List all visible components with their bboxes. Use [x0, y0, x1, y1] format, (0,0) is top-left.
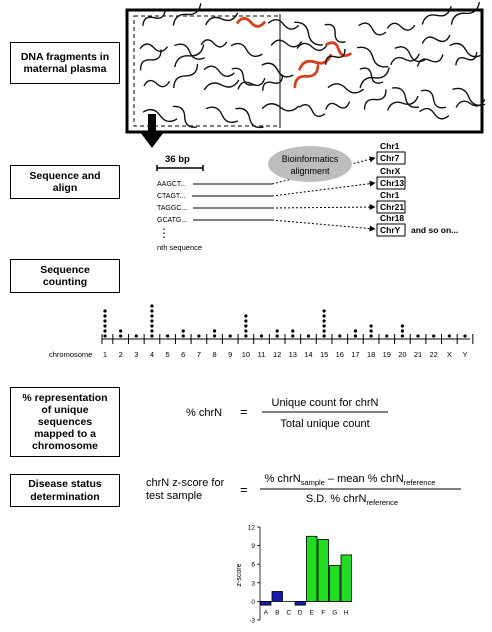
read-count-dot [323, 319, 326, 322]
read-count-dot [291, 334, 294, 337]
read-count-dot [323, 329, 326, 332]
read-count-dot [323, 324, 326, 327]
read-count-dot [197, 334, 200, 337]
plasma-panel [127, 10, 482, 132]
y-tick-label: 0 [251, 598, 255, 606]
read-count-dot [103, 324, 106, 327]
bioinformatics-label: Bioinformatics [281, 154, 339, 164]
read-count-dot [401, 329, 404, 332]
x-tick-label: H [343, 609, 349, 617]
read-count-dot [463, 334, 466, 337]
x-tick-label: E [309, 609, 314, 617]
read-count-dot [244, 334, 247, 337]
x-tick-label: C [286, 609, 292, 617]
num-a: % chrN [264, 473, 301, 485]
chromosome-tick-label: 19 [382, 350, 391, 359]
read-count-dot [323, 334, 326, 337]
read-count-dot [103, 329, 106, 332]
read-count-dot [103, 319, 106, 322]
sequence-2: CTAGT... [157, 193, 186, 200]
sequence-lines [192, 184, 272, 220]
chr-label-top: Chr18 [380, 213, 405, 223]
step-label: Sequence and align [29, 169, 101, 194]
formula1-equals: = [240, 404, 248, 419]
bioinformatics-ellipse [268, 146, 352, 182]
chr-label-top: Chr1 [380, 190, 400, 200]
zscore-chart [248, 525, 352, 625]
chromosome-tick-label: 17 [351, 350, 360, 359]
zscore-bar [272, 591, 283, 601]
x-tick-label: A [263, 609, 268, 617]
y-tick-label: 6 [251, 561, 255, 569]
counting-plot [102, 304, 473, 359]
chromosome-tick-label: 11 [257, 350, 266, 359]
read-count-dot [182, 329, 185, 332]
x-tick-label: D [297, 609, 303, 617]
read-count-dot [103, 334, 106, 337]
read-count-dot [276, 329, 279, 332]
read-count-dot [213, 329, 216, 332]
zscore-ylabel: z-score [236, 563, 243, 587]
chromosome-axis-label: chromosome [49, 350, 93, 359]
read-count-dot [401, 324, 404, 327]
chromosome-tick-label: 5 [165, 350, 170, 359]
chr-label-boxed: ChrY [380, 225, 401, 235]
chromosome-tick-label: 20 [398, 350, 407, 359]
chr-label-top: Chr1 [380, 141, 400, 151]
chromosome-tick-label: 3 [134, 350, 139, 359]
read-count-dot [354, 334, 357, 337]
read-count-dot [166, 334, 169, 337]
zscore-bar [307, 536, 318, 601]
chromosome-tick-label: 6 [181, 350, 186, 359]
bp-bracket [157, 165, 203, 171]
num-b: – mean % chrN [324, 473, 404, 485]
chromosome-tick-label: 2 [118, 350, 123, 359]
chromosome-tick-label: 16 [335, 350, 344, 359]
read-count-dot [338, 334, 341, 337]
y-tick-label: 3 [251, 580, 255, 588]
read-count-dot [369, 329, 372, 332]
read-count-dot [244, 329, 247, 332]
formula1-denominator: Total unique count [280, 418, 370, 430]
read-count-dot [119, 334, 122, 337]
x-tick-label: F [321, 609, 326, 617]
read-count-dot [150, 319, 153, 322]
read-count-dot [182, 334, 185, 337]
chromosome-tick-label: X [446, 350, 452, 359]
and-so-on-label: and so on... [411, 225, 459, 235]
step-label: % representation of unique sequences mapped to a chromosome [22, 391, 108, 453]
step-label: Sequence counting [40, 263, 90, 288]
chr-label-boxed: Chr13 [380, 178, 405, 188]
read-count-dot [323, 314, 326, 317]
den-a-sub: reference [366, 498, 399, 507]
read-count-dot [276, 334, 279, 337]
chromosome-tick-label: 7 [196, 350, 201, 359]
chr-label-boxed: Chr21 [380, 202, 405, 212]
chr-label-boxed: Chr7 [380, 153, 400, 163]
chromosome-tick-label: Y [462, 350, 468, 359]
y-tick-label: 9 [251, 543, 255, 551]
zscore-bar [341, 555, 352, 602]
zscore-bar [330, 565, 341, 601]
chromosome-tick-label: 12 [273, 350, 282, 359]
step-label: DNA fragments in maternal plasma [20, 50, 110, 75]
formula1-lhs: % chrN [186, 407, 223, 419]
formula1-numerator: Unique count for chrN [271, 397, 379, 409]
chromosome-tick-label: 1 [102, 350, 108, 359]
bp-label: 36 bp [165, 154, 190, 165]
read-count-dot [416, 334, 419, 337]
read-count-dot [150, 334, 153, 337]
read-count-dot [150, 329, 153, 332]
chromosome-tick-label: 8 [212, 350, 217, 359]
read-count-dot [244, 319, 247, 322]
sequence-3: TAGGC... [157, 205, 188, 212]
chromosome-tick-label: 21 [413, 350, 423, 359]
read-count-dot [244, 314, 247, 317]
read-count-dot [369, 334, 372, 337]
read-count-dot [229, 334, 232, 337]
read-count-dot [354, 329, 357, 332]
sequence-ellipsis: ⋮ [158, 226, 170, 240]
chromosome-tick-label: 10 [241, 350, 251, 359]
read-count-dot [119, 329, 122, 332]
zscore-bar [295, 601, 306, 605]
chromosome-tick-label: 9 [228, 350, 233, 359]
formula2-numerator [265, 473, 436, 487]
read-count-dot [307, 334, 310, 337]
read-count-dot [448, 334, 451, 337]
sequence-1: AAGCT... [157, 181, 187, 188]
x-tick-label: B [275, 609, 280, 617]
read-count-dot [150, 324, 153, 327]
chromosome-tick-label: 22 [429, 350, 438, 359]
read-count-dot [103, 314, 106, 317]
x-tick-label: G [332, 609, 338, 617]
zscore-bar [261, 601, 272, 605]
sequence-4: GCATG... [157, 217, 188, 224]
formula2-lhs-line1: chrN z-score for [146, 477, 225, 489]
read-count-dot [103, 309, 106, 312]
read-count-dot [135, 334, 138, 337]
chromosome-tick-label: 18 [366, 350, 376, 359]
y-tick-label: 12 [247, 524, 255, 532]
formula2-lhs-line2: test sample [146, 490, 203, 502]
den-a: S.D. % chrN [305, 493, 367, 505]
read-count-dot [401, 334, 404, 337]
chromosome-tick-label: 4 [149, 350, 155, 359]
read-count-dot [369, 324, 372, 327]
alignment-label: alignment [290, 166, 330, 176]
read-count-dot [150, 314, 153, 317]
num-b-sub: reference [403, 478, 436, 487]
read-count-dot [150, 304, 153, 307]
read-count-dot [213, 334, 216, 337]
read-count-dot [244, 324, 247, 327]
read-count-dot [385, 334, 388, 337]
read-count-dot [260, 334, 263, 337]
y-tick-label: -3 [249, 617, 255, 625]
chr-label-top: ChrX [380, 166, 401, 176]
formula2-denominator [306, 493, 398, 507]
read-count-dot [432, 334, 435, 337]
read-count-dot [291, 329, 294, 332]
formula2-equals: = [240, 482, 248, 497]
num-a-sub: sample [300, 478, 325, 487]
chromosome-tick-label: 13 [288, 350, 297, 359]
step-label: Disease status determination [28, 478, 102, 503]
chromosome-tick-label: 15 [319, 350, 329, 359]
zscore-bar [318, 539, 329, 601]
read-count-dot [150, 309, 153, 312]
read-count-dot [323, 309, 326, 312]
nth-sequence-label: nth sequence [157, 243, 203, 252]
chromosome-tick-label: 14 [304, 350, 313, 359]
